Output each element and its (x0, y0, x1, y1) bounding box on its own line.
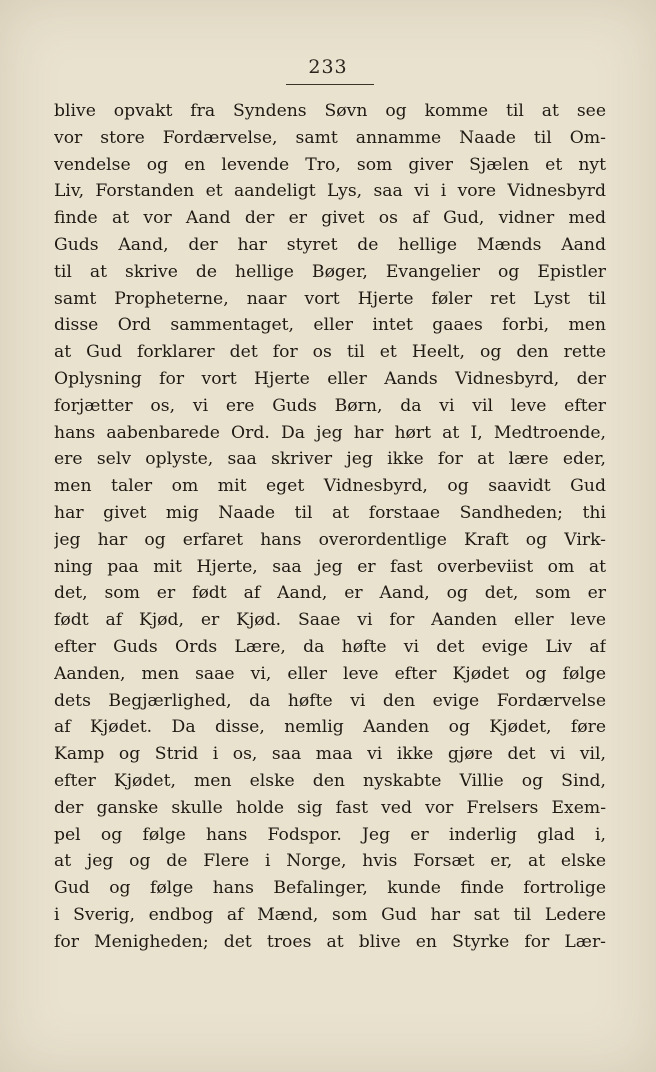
text-line: Kamp og Strid i os, saa maa vi ikke gjøre det vi vil, (54, 744, 606, 765)
text-line: af Kjødet. Da disse, nemlig Aanden og Kjødet, føre (54, 717, 606, 738)
text-line: Liv, Forstanden et aandeligt Lys, saa vi i vore Vidnesbyrd (54, 181, 606, 202)
text-line: Aanden, men saae vi, eller leve efter Kjødet og følge (54, 663, 606, 684)
text-line: ere selv oplyste, saa skriver jeg ikke for at lære eder, (54, 449, 606, 470)
text-line: Oplysning for vort Hjerte eller Aands Vidnesbyrd, der (54, 368, 606, 389)
text-line: det, som er født af Aand, er Aand, og det, som er (54, 583, 606, 604)
text-line: har givet mig Naade til at forstaae Sandheden; thi (54, 502, 606, 523)
text-line: at Gud forklarer det for os til et Heelt, og den rette (54, 342, 606, 363)
text-line: der ganske skulle holde sig fast ved vor Frelsers Exem- (54, 797, 606, 818)
text-line: samt Propheterne, naar vort Hjerte føler ret Lyst til (54, 288, 606, 309)
text-line: blive opvakt fra Syndens Søvn og komme til at see (54, 101, 606, 121)
text-line: finde at vor Aand der er givet os af Gud, vidner med (54, 208, 606, 229)
text-line: efter Guds Ords Lære, da høfte vi det evige Liv af (54, 636, 606, 657)
text-line: ning paa mit Hjerte, saa jeg er fast overbeviist om at (54, 556, 606, 577)
text-line: hans aabenbarede Ord. Da jeg har hørt at I, Medtroende, (54, 422, 606, 443)
text-line: pel og følge hans Fodspor. Jeg er inderlig glad i, (54, 824, 606, 845)
text-line: født af Kjød, er Kjød. Saae vi for Aanden eller leve (54, 610, 606, 631)
text-line: vendelse og en levende Tro, som giver Sjælen et nyt (54, 154, 606, 175)
text-line: til at skrive de hellige Bøger, Evangelier og Epistler (54, 261, 606, 282)
text-line: vor store Fordærvelse, samt annamme Naade til Om- (54, 127, 606, 148)
text-line: efter Kjødet, men elske den nyskabte Villie og Sind, (54, 770, 606, 791)
body-text (54, 98, 606, 956)
text-line: for Menigheden; det troes at blive en Styrke for Lær- (54, 931, 606, 952)
text-line: disse Ord sammentaget, eller intet gaaes forbi, men (54, 315, 606, 336)
text-line: dets Begjærlighed, da høfte vi den evige Fordærvelse (54, 690, 606, 711)
text-line: Guds Aand, der har styret de hellige Mænds Aand (54, 234, 606, 255)
text-line: forjætter os, vi ere Guds Børn, da vi vil leve efter (54, 395, 606, 416)
text-line: jeg har og erfaret hans overordentlige Kraft og Virk- (54, 529, 606, 550)
page-number: 233 (308, 56, 348, 78)
text-line: Gud og følge hans Befalinger, kunde finde fortrolige (54, 878, 606, 899)
text-line: at jeg og de Flere i Norge, hvis Forsæt er, at elske (54, 851, 606, 872)
text-line: men taler om mit eget Vidnesbyrd, og saavidt Gud (54, 476, 606, 497)
text-line: i Sverig, endbog af Mænd, som Gud har sat til Ledere (54, 904, 606, 925)
page-number-rule (286, 84, 374, 85)
